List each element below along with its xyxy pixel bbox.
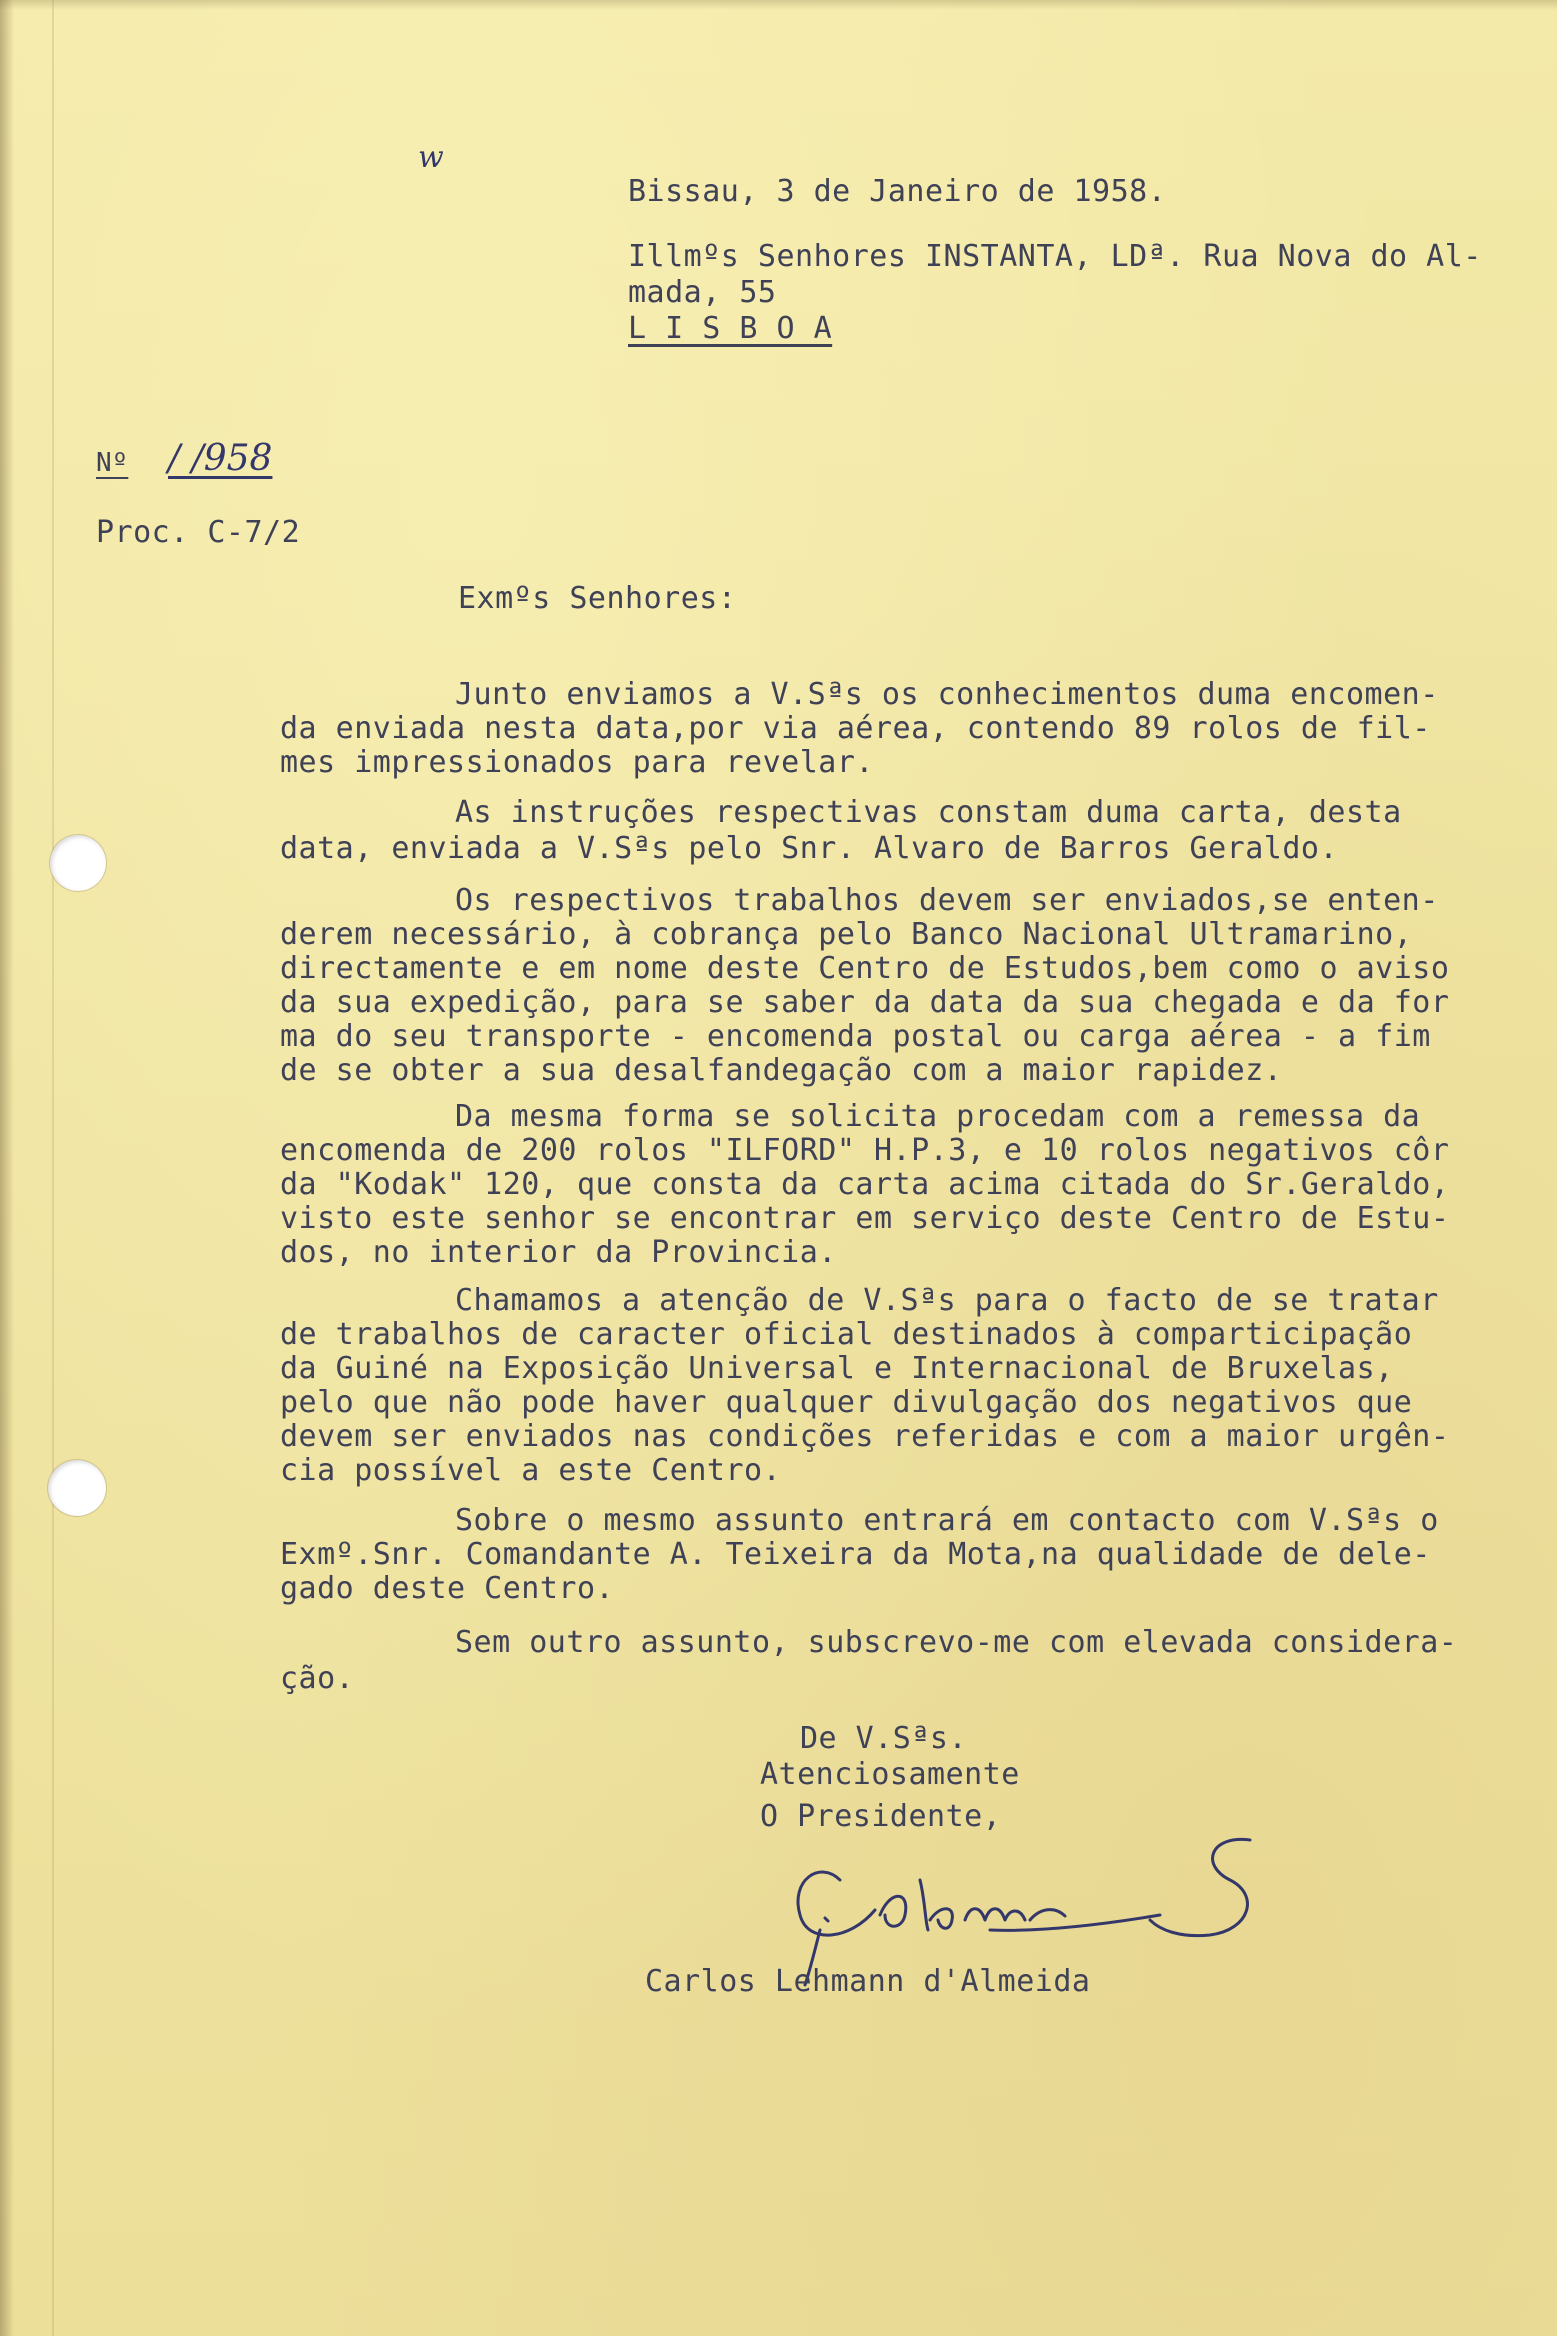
paper-edge-shadow xyxy=(0,0,14,2336)
body-line: ma do seu transporte - encomenda postal ou carga aérea - a fim xyxy=(280,1019,1431,1054)
body-line: cia possível a este Centro. xyxy=(280,1453,782,1488)
body-line: da sua expedição, para se saber da data da sua chegada e da for xyxy=(280,985,1450,1020)
punch-hole-top xyxy=(50,835,106,891)
body-line: Da mesma forma se solicita procedam com a remessa da xyxy=(455,1099,1421,1134)
paper-top-shadow xyxy=(0,0,1557,10)
addressee-line-1: Illmºs Senhores INSTANTA, LDª. Rua Nova do Al- xyxy=(628,239,1482,274)
body-line: dos, no interior da Provincia. xyxy=(280,1235,837,1270)
body-line: Sobre o mesmo assunto entrará em contacto com V.Sªs o xyxy=(455,1503,1439,1538)
body-line: de trabalhos de caracter oficial destinados à comparticipação xyxy=(280,1317,1413,1352)
addressee-city: L I S B O A xyxy=(628,311,833,346)
punch-hole-bottom xyxy=(48,1460,106,1516)
body-line: da enviada nesta data,por via aérea, contendo 89 rolos de fil- xyxy=(280,711,1431,746)
body-line: encomenda de 200 rolos "ILFORD" H.P.3, e 10 rolos negativos côr xyxy=(280,1133,1450,1168)
body-line: directamente e em nome deste Centro de Estudos,bem como o aviso xyxy=(280,951,1450,986)
place-date: Bissau, 3 de Janeiro de 1958. xyxy=(628,174,1167,209)
body-line: Os respectivos trabalhos devem ser enviados,se enten- xyxy=(455,883,1439,918)
closing-line-3: O Presidente, xyxy=(760,1799,1002,1834)
body-line: Junto enviamos a V.Sªs os conhecimentos duma encomen- xyxy=(455,677,1439,712)
body-line: mes impressionados para revelar. xyxy=(280,745,874,780)
process-reference: Proc. C-7/2 xyxy=(96,515,301,550)
body-line: Sem outro assunto, subscrevo-me com elevada considera- xyxy=(455,1625,1458,1660)
body-line: da "Kodak" 120, que consta da carta acima citada do Sr.Geraldo, xyxy=(280,1167,1450,1202)
body-line: data, enviada a V.Sªs pelo Snr. Alvaro de Barros Geraldo. xyxy=(280,831,1339,866)
body-line: devem ser enviados nas condições referidas e com a maior urgên- xyxy=(280,1419,1450,1454)
body-line: Exmº.Snr. Comandante A. Teixeira da Mota,na qualidade de dele- xyxy=(280,1537,1431,1572)
paper-crease xyxy=(52,0,54,2336)
closing-line-2: Atenciosamente xyxy=(760,1757,1020,1792)
body-line: gado deste Centro. xyxy=(280,1571,615,1606)
margin-mark: w xyxy=(418,140,444,175)
closing-line-1: De V.Sªs. xyxy=(800,1721,968,1756)
reference-number-prefix: Nº xyxy=(96,448,129,478)
body-line: pelo que não pode haver qualquer divulgação dos negativos que xyxy=(280,1385,1413,1420)
salutation: Exmºs Senhores: xyxy=(458,581,737,616)
signatory-name: Carlos Lehmann d'Almeida xyxy=(645,1964,1091,1999)
body-line: Chamamos a atenção de V.Sªs para o facto de se tratar xyxy=(455,1283,1439,1318)
body-line: da Guiné na Exposição Universal e Internacional de Bruxelas, xyxy=(280,1351,1394,1386)
body-line: As instruções respectivas constam duma carta, desta xyxy=(455,795,1402,830)
body-line: visto este senhor se encontrar em serviço deste Centro de Estu- xyxy=(280,1201,1450,1236)
body-line: de se obter a sua desalfandegação com a maior rapidez. xyxy=(280,1053,1283,1088)
body-line: ção. xyxy=(280,1661,355,1696)
body-line: derem necessário, à cobrança pelo Banco Nacional Ultramarino, xyxy=(280,917,1413,952)
reference-number-handwritten: / /958 xyxy=(168,438,273,479)
addressee-line-2: mada, 55 xyxy=(628,275,777,310)
